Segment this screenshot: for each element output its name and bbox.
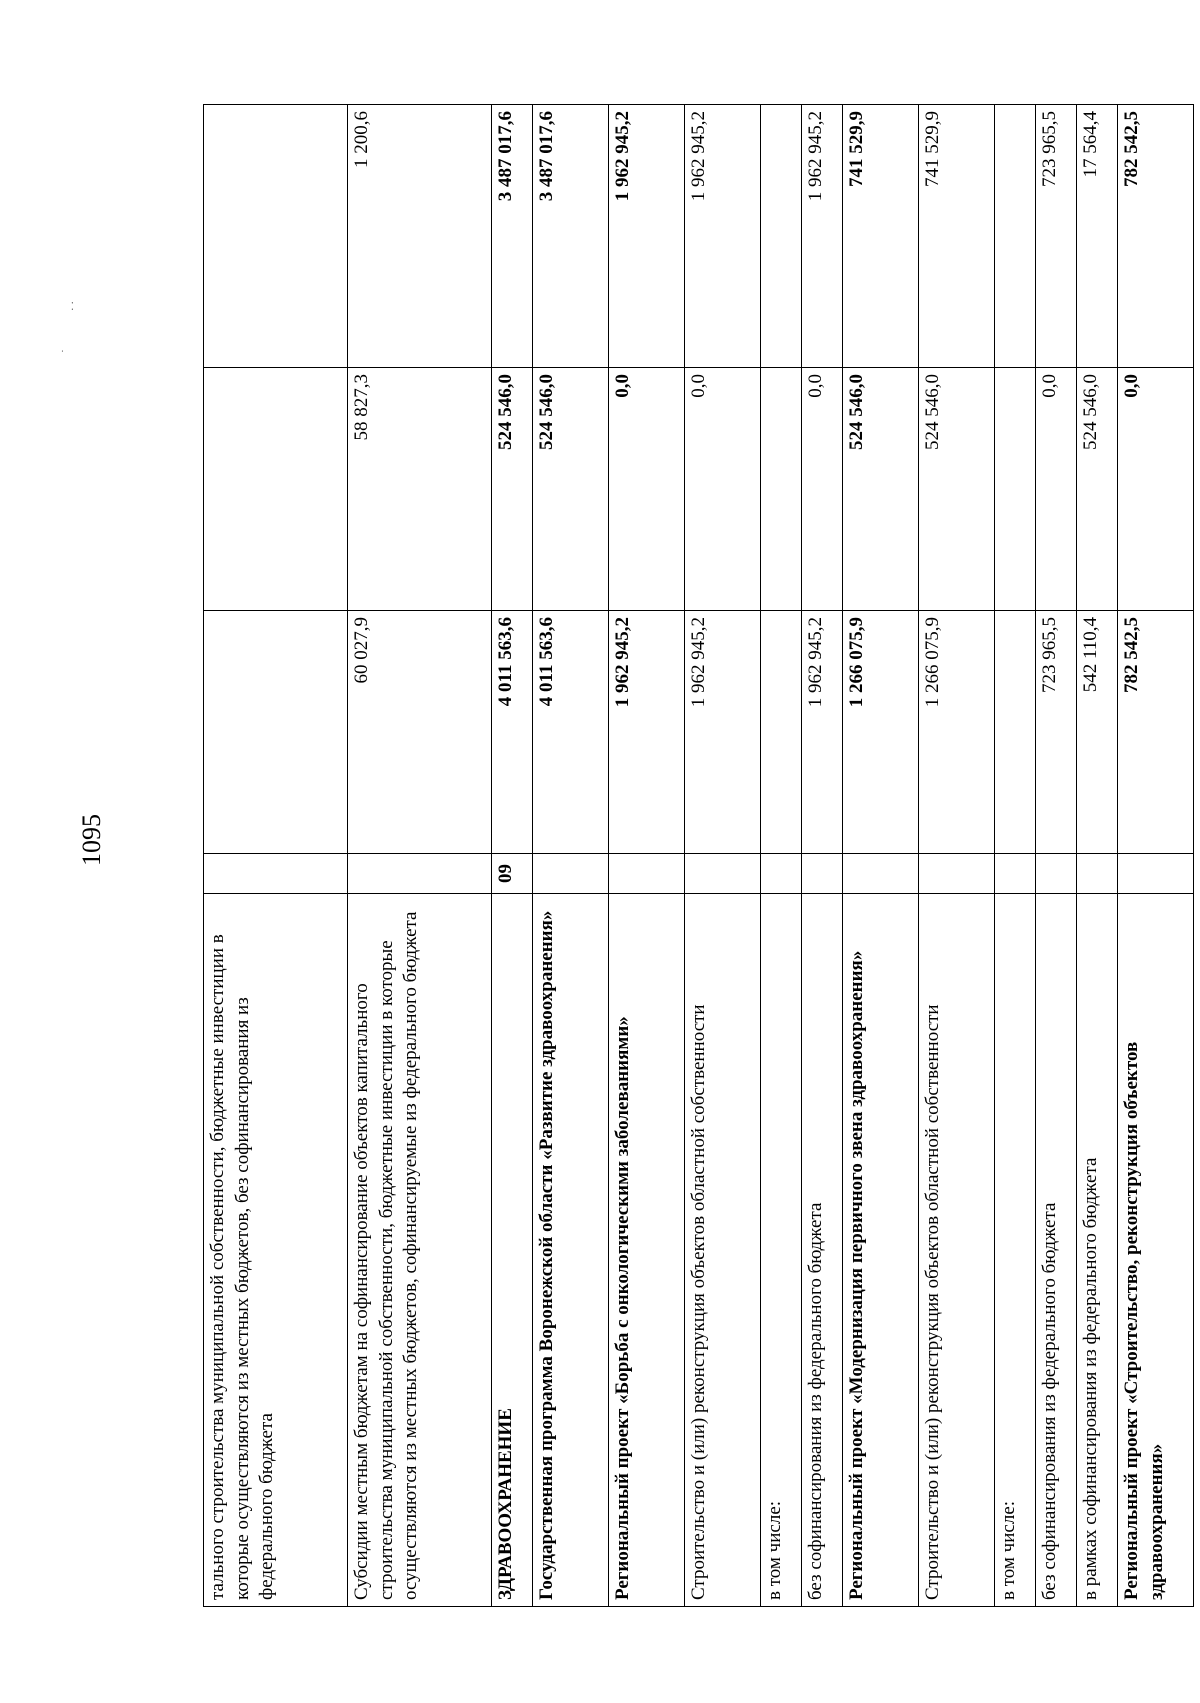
table-row	[761, 105, 802, 1607]
table-row	[533, 105, 609, 1607]
row-name-cell: Строительство и (или) реконструкция объектов областной собственности	[685, 894, 761, 1607]
row-federal-cell: 524 546,0	[492, 368, 533, 611]
rotated-page-content	[203, 105, 1167, 1607]
row-federal-cell: 0,0	[609, 368, 685, 611]
table-row	[995, 105, 1036, 1607]
row-federal-cell: 524 546,0	[1077, 368, 1118, 611]
page-number: 1095	[77, 814, 106, 866]
row-name-cell: Государственная программа Воронежской области «Развитие здравоохранения»	[533, 894, 609, 1607]
row-regional-cell: 3 487 017,6	[492, 105, 533, 368]
row-code-cell	[533, 854, 609, 894]
table-row	[1036, 105, 1077, 1607]
row-code-cell	[1118, 854, 1194, 894]
row-name-cell: Региональный проект «Модернизация первичного звена здравоохранения»	[843, 894, 919, 1607]
row-regional-cell	[204, 105, 348, 368]
row-code-cell	[204, 854, 348, 894]
row-code-cell: 09	[492, 854, 533, 894]
row-name-cell: в том числе:	[761, 894, 802, 1607]
row-name-cell: тального строительства муниципальной собственности, бюджетные инвестиции в которые осуществляются из местных бюджетов, без софинансирования из федерального бюджета	[204, 894, 348, 1607]
row-name-cell: в том числе:	[995, 894, 1036, 1607]
row-name-cell: в рамках софинансирования из федерального бюджета	[1077, 894, 1118, 1607]
row-federal-cell	[995, 368, 1036, 611]
row-name-cell: Региональный проект «Строительство, реконструкция объектов здравоохранения»	[1118, 894, 1194, 1607]
row-total-cell: 1 266 075,9	[919, 611, 995, 854]
row-code-cell	[995, 854, 1036, 894]
table-row	[204, 105, 348, 1607]
row-code-cell	[919, 854, 995, 894]
row-regional-cell: 3 487 017,6	[533, 105, 609, 368]
row-total-cell: 1 962 945,2	[802, 611, 843, 854]
row-total-cell: 4 011 563,6	[533, 611, 609, 854]
row-code-cell	[1077, 854, 1118, 894]
row-regional-cell: 782 542,5	[1118, 105, 1194, 368]
row-name-cell: без софинансирования из федерального бюджета	[1036, 894, 1077, 1607]
row-code-cell	[685, 854, 761, 894]
row-federal-cell: 0,0	[1036, 368, 1077, 611]
row-total-cell: 782 542,5	[1118, 611, 1194, 854]
row-code-cell	[348, 854, 492, 894]
row-total-cell	[761, 611, 802, 854]
row-name-cell: Региональный проект «Борьба с онкологическими заболеваниями»	[609, 894, 685, 1607]
row-regional-cell: 741 529,9	[919, 105, 995, 368]
row-name-cell: Субсидии местным бюджетам на софинансирование объектов капитального строительства муниципальной собственности, бюджетные инвестиции в которые осуществляются из местных бюджетов, софинансируемые из федерального бюджета	[348, 894, 492, 1607]
budget-table	[203, 104, 1194, 1607]
row-federal-cell: 0,0	[802, 368, 843, 611]
table-row	[1077, 105, 1118, 1607]
row-federal-cell	[204, 368, 348, 611]
table-row	[1118, 105, 1194, 1607]
table-row	[919, 105, 995, 1607]
row-federal-cell: 58 827,3	[348, 368, 492, 611]
row-total-cell: 542 110,4	[1077, 611, 1118, 854]
row-code-cell	[761, 854, 802, 894]
row-regional-cell: 1 962 945,2	[685, 105, 761, 368]
row-federal-cell	[761, 368, 802, 611]
row-regional-cell	[761, 105, 802, 368]
scan-speck: · ·	[67, 300, 80, 312]
row-total-cell: 1 266 075,9	[843, 611, 919, 854]
row-name-cell: без софинансирования из федерального бюджета	[802, 894, 843, 1607]
row-regional-cell: 1 200,6	[348, 105, 492, 368]
row-total-cell	[995, 611, 1036, 854]
row-federal-cell: 524 546,0	[533, 368, 609, 611]
row-code-cell	[843, 854, 919, 894]
row-federal-cell: 0,0	[685, 368, 761, 611]
row-code-cell	[802, 854, 843, 894]
row-regional-cell: 17 564,4	[1077, 105, 1118, 368]
scan-speck: ˙	[59, 349, 72, 353]
row-regional-cell: 1 962 945,2	[802, 105, 843, 368]
row-total-cell	[204, 611, 348, 854]
row-total-cell: 723 965,5	[1036, 611, 1077, 854]
row-name-cell: ЗДРАВООХРАНЕНИЕ	[492, 894, 533, 1607]
row-code-cell	[1036, 854, 1077, 894]
row-total-cell: 60 027,9	[348, 611, 492, 854]
table-row	[843, 105, 919, 1607]
row-federal-cell: 524 546,0	[843, 368, 919, 611]
row-regional-cell: 741 529,9	[843, 105, 919, 368]
table-row	[802, 105, 843, 1607]
row-total-cell: 1 962 945,2	[685, 611, 761, 854]
table-row	[492, 105, 533, 1607]
table-row	[348, 105, 492, 1607]
row-code-cell	[609, 854, 685, 894]
row-total-cell: 4 011 563,6	[492, 611, 533, 854]
row-federal-cell: 0,0	[1118, 368, 1194, 611]
table-row	[609, 105, 685, 1607]
row-total-cell: 1 962 945,2	[609, 611, 685, 854]
row-regional-cell: 1 962 945,2	[609, 105, 685, 368]
table-row	[685, 105, 761, 1607]
budget-table-body	[204, 105, 1194, 1607]
row-federal-cell: 524 546,0	[919, 368, 995, 611]
row-regional-cell	[995, 105, 1036, 368]
row-name-cell: Строительство и (или) реконструкция объектов областной собственности	[919, 894, 995, 1607]
row-regional-cell: 723 965,5	[1036, 105, 1077, 368]
